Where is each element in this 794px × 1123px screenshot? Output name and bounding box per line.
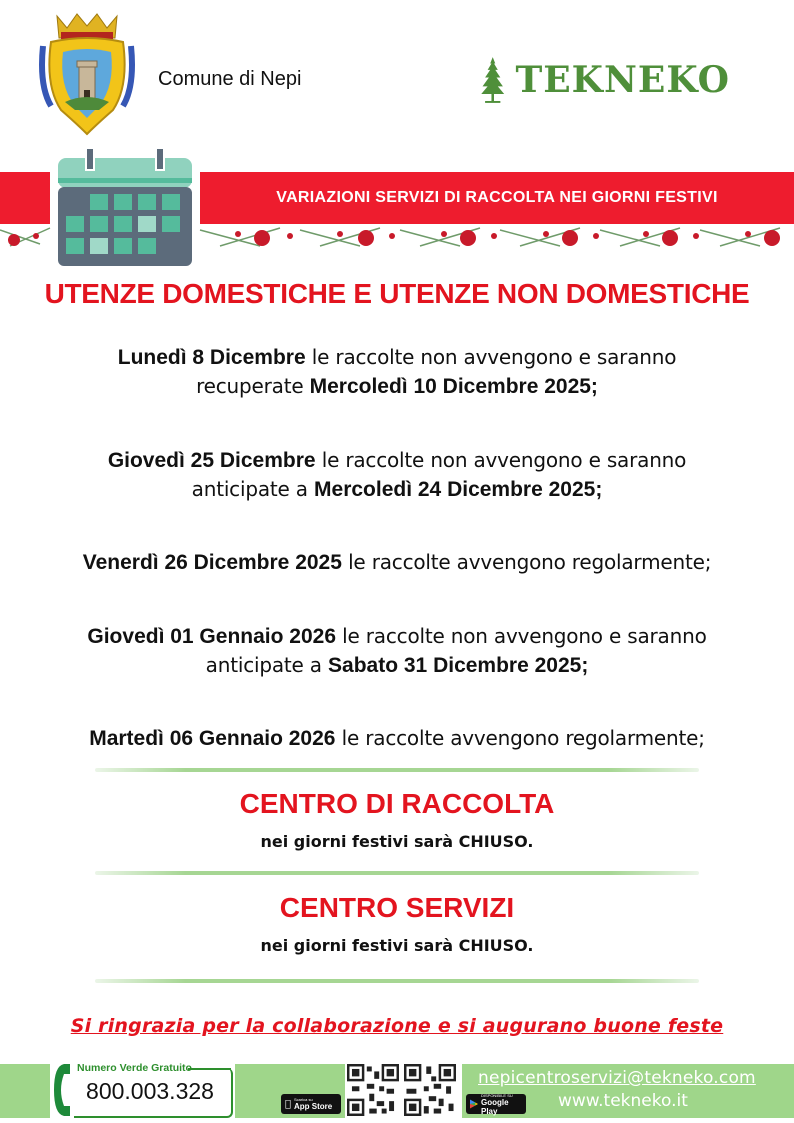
comune-crest-logo (37, 6, 137, 142)
calendar-icon (58, 148, 192, 266)
entry-text: anticipate a (191, 477, 315, 501)
banner-title: VARIAZIONI SERVIZI DI RACCOLTA NEI GIORNI FESTIVI (276, 189, 718, 206)
toll-free-number[interactable]: 800.003.328 (86, 1078, 214, 1104)
banner-left-strip (0, 172, 50, 224)
centro-servizi-title: CENTRO SERVIZI (279, 892, 515, 923)
entry-date: Lunedì 8 Dicembre (117, 346, 306, 369)
schedule-entry (10, 622, 784, 680)
main-title: UTENZE DOMESTICHE E UTENZE NON DOMESTICHE (44, 278, 750, 309)
toll-free-box-top (188, 1068, 231, 1070)
google-play-badge[interactable]: DISPONIBILE SU Google Play (466, 1094, 526, 1114)
divider (95, 871, 699, 875)
email-link[interactable]: nepicentroservizi@tekneko.com (478, 1068, 756, 1088)
entry-text: le raccolte avvengono regolarmente; (341, 550, 712, 574)
entry-date: Giovedì 25 Dicembre (107, 449, 316, 472)
entry-text: le raccolte non avvengono e saranno (336, 624, 707, 648)
entry-text: le raccolte non avvengono e saranno (315, 448, 687, 472)
toll-free-label: Numero Verde Gratuito (77, 1062, 192, 1074)
centro-raccolta-subtitle: nei giorni festivi sarà CHIUSO. (260, 832, 534, 851)
entry-text: le raccolte non avvengono e saranno (305, 345, 677, 369)
entry-recovery-date: Sabato 31 Dicembre 2025; (328, 654, 589, 677)
divider (95, 979, 699, 983)
apple-icon (285, 1099, 291, 1110)
schedule-entry (10, 446, 784, 504)
entry-date: Venerdì 26 Dicembre 2025 (82, 551, 342, 574)
entry-recovery-date: Mercoledì 24 Dicembre 2025; (314, 478, 603, 501)
qr-code-android[interactable] (404, 1064, 456, 1116)
schedule-entry (10, 724, 784, 753)
phone-icon (50, 1062, 74, 1118)
crest-icon (37, 6, 137, 142)
entry-recovery-date: Mercoledì 10 Dicembre 2025; (309, 375, 598, 398)
app-store-badge[interactable]: Scarica su App Store (281, 1094, 341, 1114)
municipality-name: Comune di Nepi (158, 68, 302, 90)
centro-servizi-subtitle: nei giorni festivi sarà CHIUSO. (260, 936, 534, 955)
thanks-message: Si ringrazia per la collaborazione e si augurano buone feste (70, 1015, 724, 1037)
entry-text: recuperate (196, 374, 310, 398)
tekneko-logo (480, 40, 730, 120)
entry-text: anticipate a (205, 653, 329, 677)
google-play-icon (470, 1099, 478, 1109)
pine-tree-icon (480, 42, 505, 118)
schedule-entry (10, 548, 784, 577)
website-link[interactable]: www.tekneko.it (558, 1091, 688, 1111)
footer-band (0, 1064, 50, 1118)
entry-text: le raccolte avvengono regolarmente; (335, 726, 705, 750)
centro-raccolta-title: CENTRO DI RACCOLTA (239, 788, 555, 819)
schedule-entry (10, 343, 784, 401)
brand-name: TEKNEKO (515, 59, 730, 101)
entry-date: Martedì 06 Gennaio 2026 (89, 727, 336, 750)
divider (95, 768, 699, 772)
qr-code-ios[interactable] (347, 1064, 399, 1116)
entry-date: Giovedì 01 Gennaio 2026 (87, 625, 336, 648)
